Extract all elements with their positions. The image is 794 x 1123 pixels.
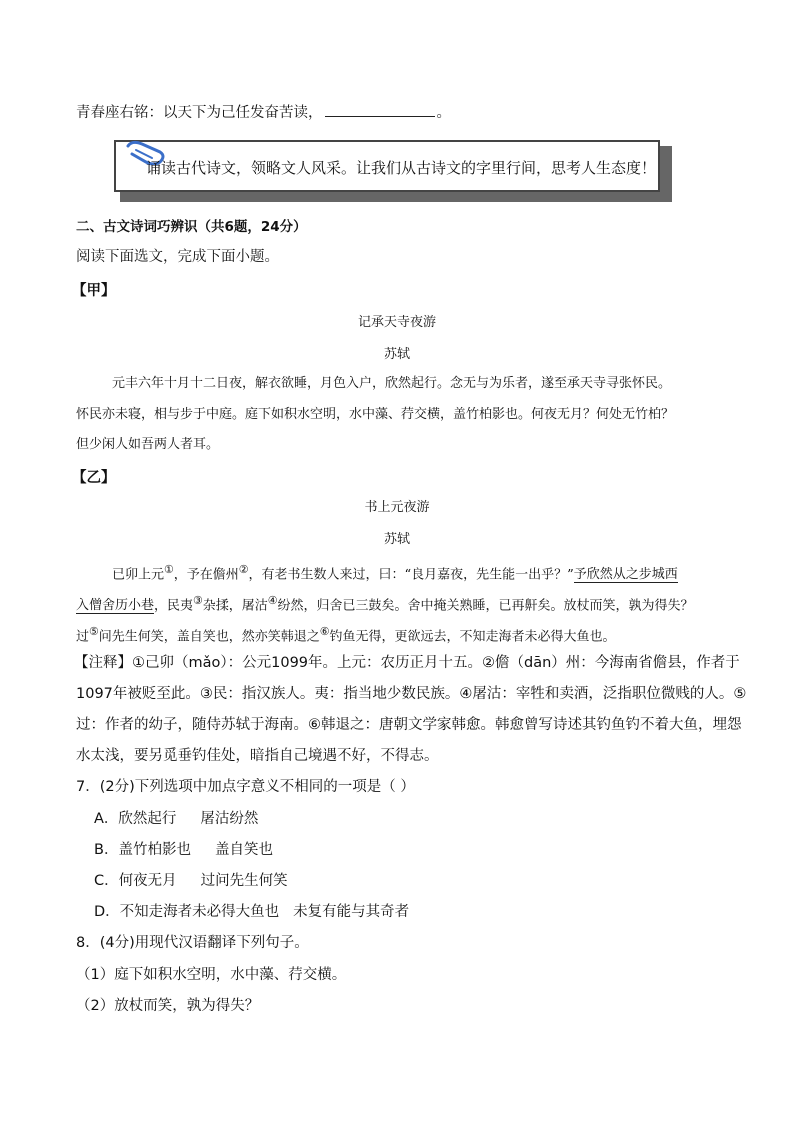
option-left: 盖竹柏影也 bbox=[118, 842, 191, 858]
question-8-item: （2）放杖而笑，孰为得失？ bbox=[76, 998, 260, 1014]
passage-b-line-3 bbox=[76, 621, 615, 648]
passage-b-line-1 bbox=[112, 559, 678, 586]
option-right: 盖自笑也 bbox=[214, 842, 273, 858]
passage-b-line-2 bbox=[76, 590, 694, 617]
intro-banner bbox=[114, 140, 672, 202]
banner-text: 诵读古代诗文，领略文人风采。让我们从古诗文的字里行间，思考人生态度！ bbox=[146, 159, 657, 177]
option-a[interactable] bbox=[94, 808, 258, 830]
notes-line: 水太浅，要另觅垂钓佳处，暗指自己境遇不好，不得志。 bbox=[76, 748, 439, 764]
text-run: 杂揉，屠沽 bbox=[202, 598, 268, 614]
option-left: 欣然起行 bbox=[118, 811, 177, 827]
option-right: 屠沽纷然 bbox=[200, 811, 259, 827]
section-instruction: 阅读下面选文，完成下面小题。 bbox=[76, 249, 279, 265]
passage-a-tag: 【甲】 bbox=[72, 283, 116, 299]
footnote-ref: ④ bbox=[267, 594, 278, 607]
passage-a-line: 怀民亦未寝，相与步于中庭。庭下如积水空明，水中藻、荇交横，盖竹柏影也。何夜无月？何处无竹柏？ bbox=[76, 407, 675, 422]
option-letter: A． bbox=[94, 811, 119, 827]
notes-line: 过：作者的幼子，随侍苏轼于海南。⑥韩退之：唐朝文学家韩愈。韩愈曾写诗述其钓鱼钓不着大鱼，埋怨 bbox=[76, 717, 742, 733]
notes-line: 【注释】①己卯（mǎo）：公元1099年。上元：农历正月十五。②儋（dān）州：今海南省儋县，作者于 bbox=[74, 655, 740, 671]
passage-a-author: 苏轼 bbox=[383, 347, 410, 362]
text-run: 钓鱼无得，更欲远去，不知走海者未必得大鱼也。 bbox=[329, 629, 616, 645]
option-left: 何夜无月 bbox=[118, 873, 177, 889]
question-8-item: （1）庭下如积水空明，水中藻、荇交横。 bbox=[76, 967, 347, 983]
option-left: 不知走海者未必得大鱼也 bbox=[119, 904, 280, 920]
question-8-stem: 8．(4分)用现代汉语翻译下列句子。 bbox=[76, 935, 309, 951]
motto-end: 。 bbox=[436, 105, 451, 121]
footnote-ref: ⑥ bbox=[319, 625, 330, 638]
motto-line bbox=[76, 102, 451, 124]
underlined-sentence: 予欣然从之步城西 bbox=[573, 567, 678, 583]
banner-box bbox=[114, 140, 660, 192]
motto-answer-blank[interactable] bbox=[325, 102, 435, 117]
footnote-ref: ⑤ bbox=[89, 625, 99, 638]
option-letter: B． bbox=[94, 842, 119, 858]
passage-b-author: 苏轼 bbox=[383, 532, 410, 547]
passage-b-tag: 【乙】 bbox=[72, 470, 116, 486]
footnote-ref: ③ bbox=[193, 594, 203, 607]
text-run: 已卯上元 bbox=[112, 567, 165, 583]
option-right: 未复有能与其奇者 bbox=[293, 904, 410, 920]
option-b[interactable] bbox=[94, 839, 273, 861]
text-run: 纷然，归舍已三鼓矣。舍中掩关熟睡，已再鼾矣。放杖而笑，孰为得失？ bbox=[277, 598, 694, 614]
option-c[interactable] bbox=[94, 870, 288, 892]
text-run: 过 bbox=[76, 629, 90, 645]
section-heading: 二、古文诗词巧辨识（共6题，24分） bbox=[76, 219, 307, 235]
option-letter: D． bbox=[94, 904, 120, 920]
option-d[interactable] bbox=[94, 901, 409, 923]
text-run: 问先生何笑，盖自笑也，然亦笑韩退之 bbox=[98, 629, 320, 645]
passage-b-title: 书上元夜游 bbox=[364, 500, 430, 515]
option-right: 过问先生何笑 bbox=[200, 873, 288, 889]
passage-a-title: 记承天寺夜游 bbox=[357, 315, 436, 330]
question-7-stem: 7．(2分)下列选项中加点字意义不相同的一项是（ ） bbox=[76, 779, 415, 795]
footnote-ref: ① bbox=[164, 563, 174, 576]
passage-a-line: 但少闲人如吾两人者耳。 bbox=[76, 437, 220, 452]
text-run: ，予在儋州 bbox=[173, 567, 239, 583]
motto-label: 青春座右铭：以天下为己任发奋苦读， bbox=[76, 105, 323, 121]
footnote-ref: ② bbox=[238, 563, 249, 576]
underlined-sentence: 入僧舍历小巷 bbox=[76, 598, 155, 614]
option-letter: C． bbox=[94, 873, 119, 889]
text-run: ，民夷 bbox=[154, 598, 194, 614]
notes-line: 1097年被贬至此。③民：指汉族人。夷：指当地少数民族。④屠沽：宰牲和卖酒，泛指职位微贱的人。⑤ bbox=[76, 686, 747, 702]
passage-a-line: 元丰六年十月十二日夜，解衣欲睡，月色入户，欣然起行。念无与为乐者，遂至承天寺寻张怀民。 bbox=[112, 376, 672, 391]
text-run: ，有老书生数人来过，曰：“良月嘉夜，先生能一出乎？” bbox=[248, 567, 574, 583]
